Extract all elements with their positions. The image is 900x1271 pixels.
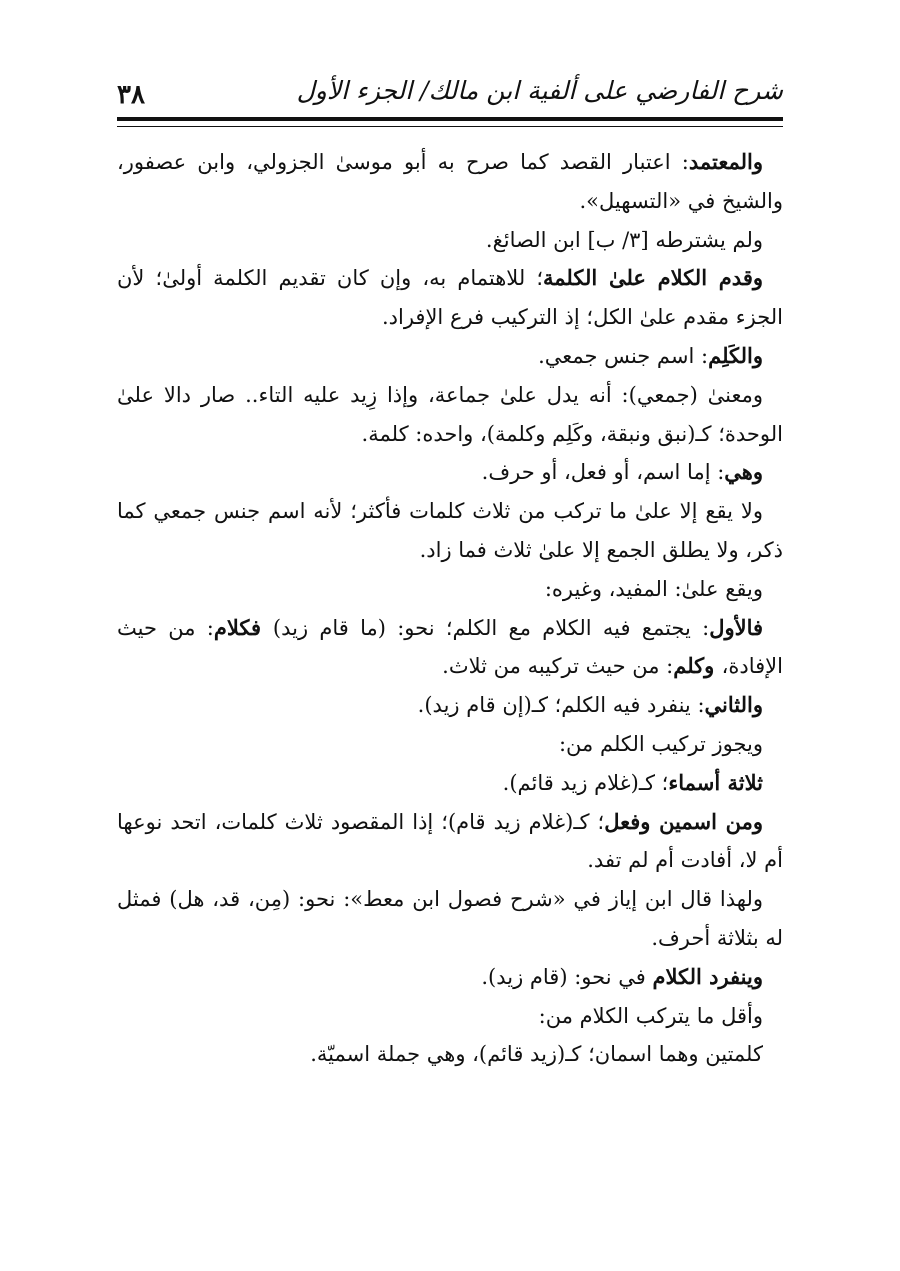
paragraph-text: ومعنىٰ (جمعي): أنه يدل علىٰ جماعة، وإذا زِيد عليه التاء.. صار دالا علىٰ الوحدة؛ كـ(نبق ونبقة، وكَلِم وكلمة)، واحده: كلمة. [117, 382, 783, 446]
paragraph-text: ولا يقع إلا علىٰ ما تركب من ثلاث كلمات فأكثر؛ لأنه اسم جنس جمعي كما ذكر، ولا يطلق الجمع إلا علىٰ ثلاث فما زاد. [117, 499, 783, 562]
paragraph [117, 492, 783, 570]
paragraph-text: : إما اسم، أو فعل، أو حرف. [481, 460, 725, 485]
bold-term: والكَلِم [708, 342, 763, 368]
paragraph [117, 997, 783, 1036]
bold-term: وينفرد الكلام [652, 963, 763, 989]
paragraph-text: ولهذا قال ابن إياز في «شرح فصول ابن معط»: نحو: (مِن، قد، هل) فمثل له بثلاثة أحرف. [117, 887, 783, 950]
paragraph-text: وأقل ما يتركب الكلام من: [538, 1003, 763, 1028]
paragraph-text: : يجتمع فيه الكلام مع الكلم؛ نحو: (ما قام زيد) [272, 615, 710, 640]
paragraph [117, 143, 783, 221]
bold-term: وقدم الكلام علىٰ الكلمة [543, 265, 763, 291]
paragraph [117, 958, 783, 997]
paragraph [117, 453, 783, 492]
paragraph-text: ولم يشترطه [٣/ ب] ابن الصائغ. [485, 227, 763, 252]
paragraph-text: ؛ كـ(غلام زيد قام)؛ إذا المقصود ثلاث كلمات، اتحد نوعها أم لا، أفادت أم لم تفد. [117, 809, 783, 873]
bold-term: والمعتمد [688, 149, 763, 174]
running-header [117, 66, 783, 118]
paragraph-text: ؛ للاهتمام به، وإن كان تقديم الكلمة أولىٰ؛ لأن الجزء مقدم علىٰ الكل؛ إذ التركيب فرع الإفراد. [117, 266, 783, 330]
paragraph [117, 686, 783, 725]
running-title: شرح الفارضي على ألفية ابن مالك/ الجزء الأول [296, 76, 783, 105]
paragraph-text: ويجوز تركيب الكلم من: [558, 731, 763, 756]
paragraph-text: : ينفرد فيه الكلم؛ كـ(إن قام زيد). [417, 693, 705, 718]
page-number: ٣٨ [117, 80, 145, 110]
paragraph-text: : اعتبار القصد كما صرح به أبو موسىٰ الجزولي، وابن عصفور، والشيخ في «التسهيل». [117, 150, 783, 213]
bold-term: والثاني [704, 692, 763, 718]
paragraph [117, 609, 783, 687]
paragraph [117, 337, 783, 376]
paragraph [117, 880, 783, 958]
paragraph [117, 803, 783, 881]
paragraph-text: : من حيث تركيبه من ثلاث. [442, 654, 674, 679]
bold-term: ومن اسمين وفعل [604, 808, 763, 834]
paragraph [117, 376, 783, 454]
bold-term: فالأول [709, 614, 764, 640]
paragraph [117, 259, 783, 337]
header-rule-thick [117, 117, 783, 121]
paragraph [117, 764, 783, 803]
paragraph [117, 1035, 783, 1074]
paragraph [117, 725, 783, 764]
bold-term: وكلم [673, 653, 722, 679]
paragraph-text: ويقع علىٰ: المفيد، وغيره: [544, 576, 763, 601]
paragraph-text: ؛ كـ(غلام زيد قائم). [502, 770, 669, 795]
paragraph-text: : من حيث الإفادة، [117, 615, 783, 679]
paragraph-text: في نحو: (قام زيد). [481, 964, 653, 989]
body-text [117, 143, 783, 1074]
paragraph [117, 570, 783, 609]
paragraph-text: : اسم جنس جمعي. [538, 343, 709, 368]
paragraph [117, 221, 783, 260]
bold-term: فكلام [213, 614, 273, 640]
bold-term: وهي [724, 459, 763, 485]
bold-term: ثلاثة أسماء [668, 769, 763, 795]
header-rule-thin [117, 126, 783, 127]
paragraph-text: كلمتين وهما اسمان؛ كـ(زيد قائم)، وهي جملة اسميّة. [310, 1042, 763, 1067]
